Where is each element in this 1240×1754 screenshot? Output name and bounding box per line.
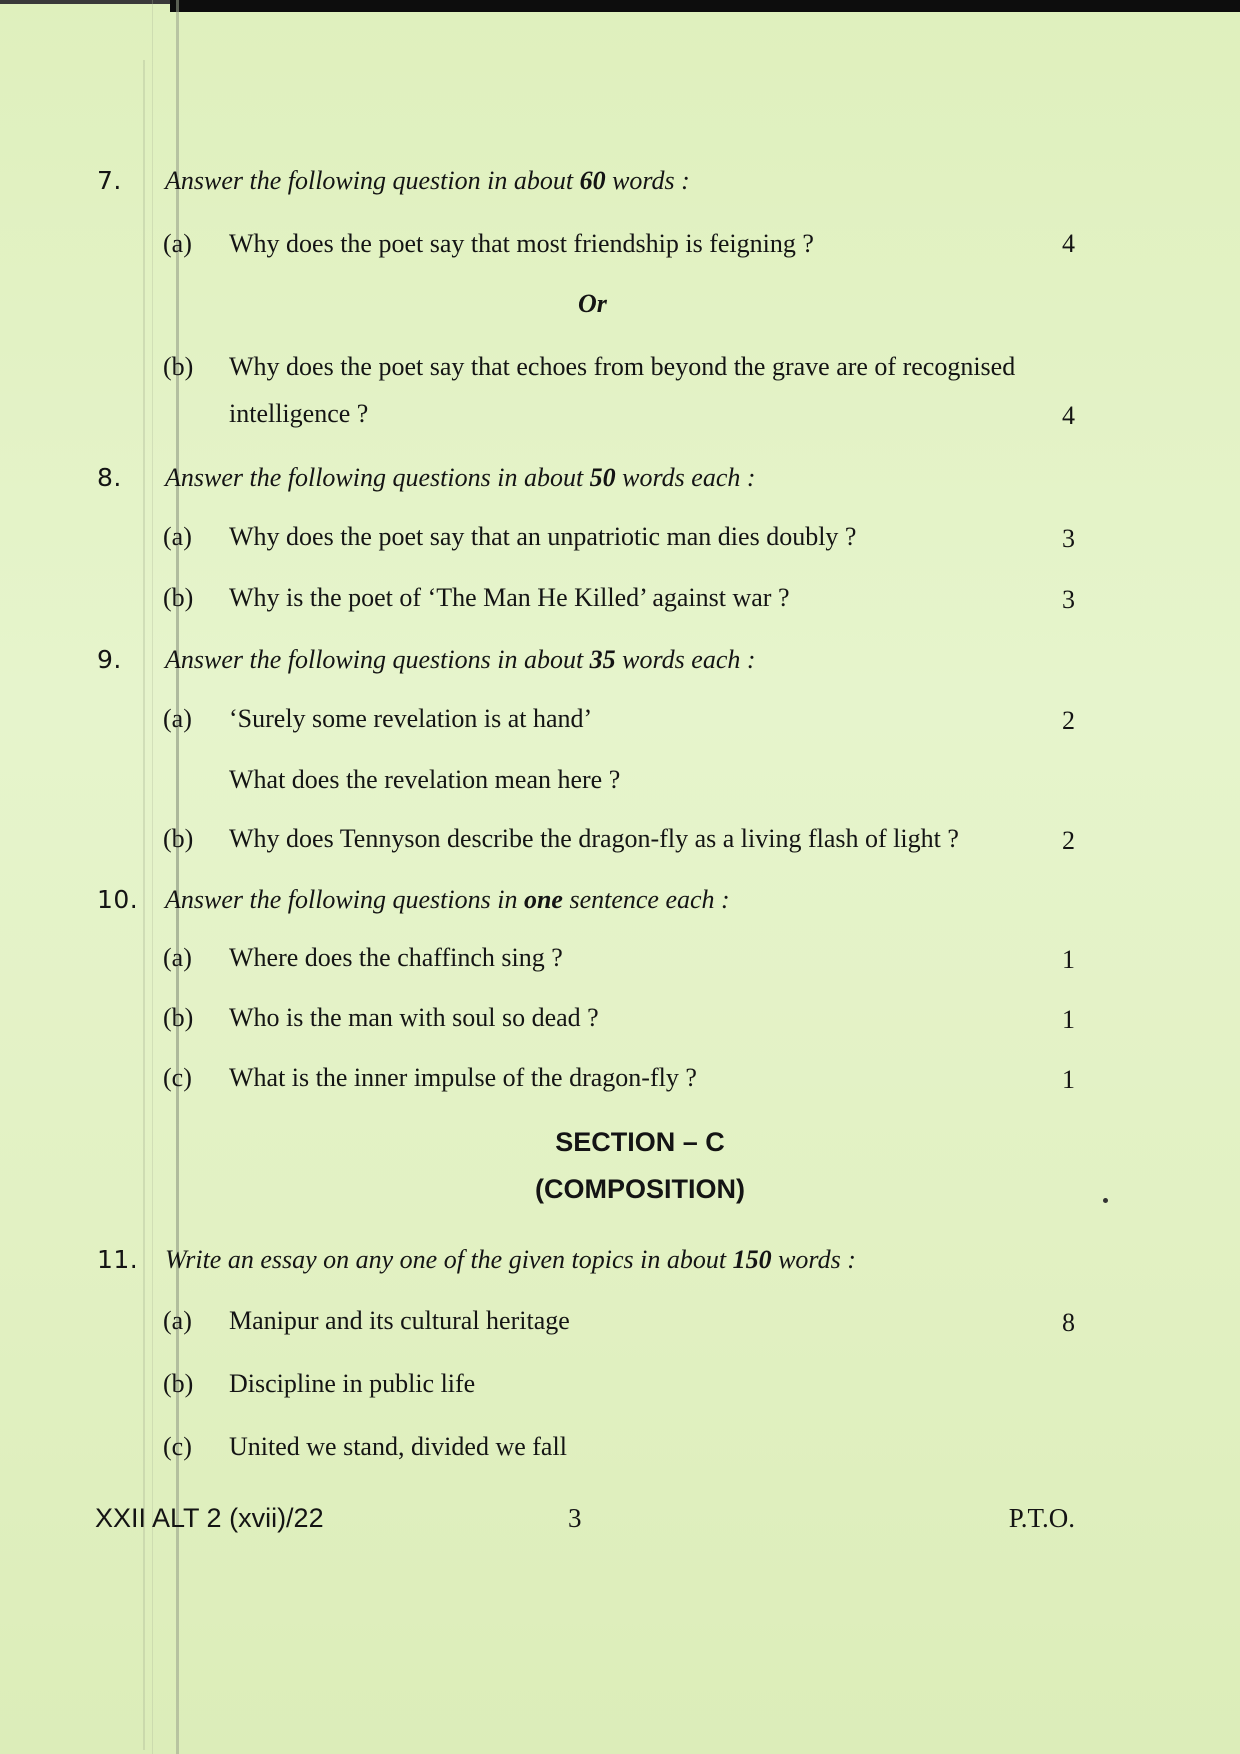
question-number-10: 10. xyxy=(97,885,139,914)
question-9-option-a-subtext: What does the revelation mean here ? xyxy=(229,765,621,794)
question-number-9: 9. xyxy=(97,645,122,674)
question-8-option-a-text: Why does the poet say that an unpatriotic man dies doubly ? xyxy=(229,522,857,551)
binding-margin-line-faint xyxy=(143,60,145,1750)
question-number-8: 8. xyxy=(97,463,122,492)
question-11-option-a-text: Manipur and its cultural heritage xyxy=(229,1306,570,1335)
footer-paper-code: XXII ALT 2 (xvii)/22 xyxy=(95,1503,324,1533)
question-10-option-c-text: What is the inner impulse of the dragon-fly ? xyxy=(229,1063,697,1092)
question-8-option-b-label: (b) xyxy=(163,583,194,612)
question-7-or: Or xyxy=(578,289,607,318)
question-10-option-a-label: (a) xyxy=(163,943,192,972)
question-10-option-a-text: Where does the chaffinch sing ? xyxy=(229,943,563,972)
question-10-instruction: Answer the following questions in one sentence each : xyxy=(165,885,730,914)
question-9-option-b-marks: 2 xyxy=(1062,826,1075,855)
binding-margin-line-faint-2 xyxy=(152,0,153,1754)
footer-pto: P.T.O. xyxy=(1008,1503,1075,1533)
question-8-instruction: Answer the following questions in about 50 words each : xyxy=(165,463,756,492)
footer-page-number: 3 xyxy=(568,1503,582,1533)
scan-edge-left xyxy=(0,0,170,4)
question-8-option-a-label: (a) xyxy=(163,522,192,551)
question-9-option-b-text: Why does Tennyson describe the dragon-fly as a living flash of light ? xyxy=(229,824,959,853)
question-7-option-a-marks: 4 xyxy=(1062,229,1075,258)
question-9-option-a-text: ‘Surely some revelation is at hand’ xyxy=(229,704,593,733)
question-9-option-a-marks: 2 xyxy=(1062,706,1075,735)
question-7-option-b-label: (b) xyxy=(163,352,194,381)
question-10-option-b-marks: 1 xyxy=(1062,1005,1075,1034)
question-11-option-b-text: Discipline in public life xyxy=(229,1369,476,1398)
question-7-option-a-label: (a) xyxy=(163,229,192,258)
question-7-option-b-marks: 4 xyxy=(1062,401,1075,430)
question-10-option-b-label: (b) xyxy=(163,1003,194,1032)
question-11-option-a-label: (a) xyxy=(163,1306,192,1335)
question-11-option-c-label: (c) xyxy=(163,1432,192,1461)
question-9-instruction: Answer the following questions in about 35 words each : xyxy=(165,645,756,674)
question-11-option-b-label: (b) xyxy=(163,1369,194,1398)
question-8-option-b-text: Why is the poet of ‘The Man He Killed’ against war ? xyxy=(229,583,790,612)
section-subtitle: (COMPOSITION) xyxy=(535,1174,745,1204)
question-7-option-b-text-line2: intelligence ? xyxy=(229,399,369,428)
question-9-option-a-label: (a) xyxy=(163,704,192,733)
question-8-option-b-marks: 3 xyxy=(1062,585,1075,614)
question-11-instruction: Write an essay on any one of the given topics in about 150 words : xyxy=(165,1245,856,1274)
question-7-option-b-text-line1: Why does the poet say that echoes from beyond the grave are of recognised xyxy=(229,352,1016,381)
question-9-option-b-label: (b) xyxy=(163,824,194,853)
question-10-option-c-marks: 1 xyxy=(1062,1065,1075,1094)
binding-margin-line xyxy=(176,0,179,1754)
question-7-instruction: Answer the following question in about 60 words : xyxy=(165,166,690,195)
question-11-option-a-marks: 8 xyxy=(1062,1308,1075,1337)
question-7-option-a-text: Why does the poet say that most friendship is feigning ? xyxy=(229,229,814,258)
section-title: SECTION – C xyxy=(555,1127,725,1157)
question-10-option-a-marks: 1 xyxy=(1062,945,1075,974)
question-10-option-b-text: Who is the man with soul so dead ? xyxy=(229,1003,599,1032)
question-10-option-c-label: (c) xyxy=(163,1063,192,1092)
scan-edge-top xyxy=(170,0,1240,12)
question-number-7: 7. xyxy=(97,166,122,195)
question-8-option-a-marks: 3 xyxy=(1062,524,1075,553)
question-11-option-c-text: United we stand, divided we fall xyxy=(229,1432,567,1461)
question-number-11: 11. xyxy=(97,1245,139,1274)
